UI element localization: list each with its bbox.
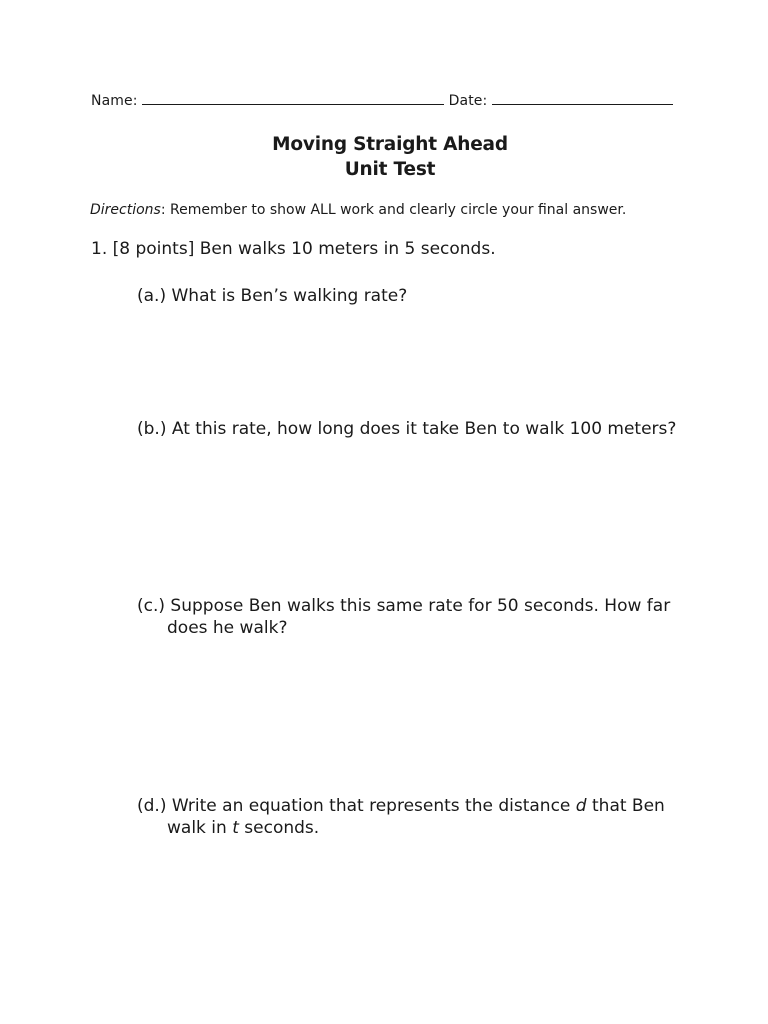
question-1b-tag: (b.) [137,419,167,439]
variable-d: d [575,796,587,816]
question-1c-text-line1: Suppose Ben walks this same rate for 50 seconds. How far [170,596,671,616]
question-1a-tag: (a.) [137,286,167,306]
question-1d-text-line1-pre: Write an equation that represents the distance [171,796,571,816]
question-1c-tag: (c.) [137,596,166,616]
question-1d-text-line1-post: that Ben [592,796,665,816]
date-label: Date: [448,93,488,109]
worksheet-title: Moving Straight Ahead [272,134,508,155]
question-1-stem: 1. [8 points] Ben walks 10 meters in 5 seconds. [91,239,496,259]
question-1d [137,795,665,839]
question-1d-tag: (d.) [137,796,167,816]
question-1a [137,285,407,307]
worksheet-subtitle: Unit Test [344,159,436,180]
question-1b [137,418,676,440]
question-1d-text-line2-pre: walk in [167,818,227,838]
directions-label: Directions [90,202,161,218]
student-info-line [91,92,673,109]
question-1d-text-line2-post: seconds. [244,818,320,838]
question-1c-text-line2: does he walk? [167,618,288,638]
question-1b-text: At this rate, how long does it take Ben to walk 100 meters? [171,419,677,439]
variable-t: t [232,818,239,838]
name-label: Name: [91,93,138,109]
date-blank-line [492,92,673,105]
directions [90,202,626,218]
name-blank-line [142,92,444,105]
question-1d-text-line2 [137,817,665,839]
question-1c [137,595,670,639]
directions-text: : Remember to show ALL work and clearly circle your final answer. [160,202,627,218]
question-1a-text: What is Ben’s walking rate? [171,286,408,306]
